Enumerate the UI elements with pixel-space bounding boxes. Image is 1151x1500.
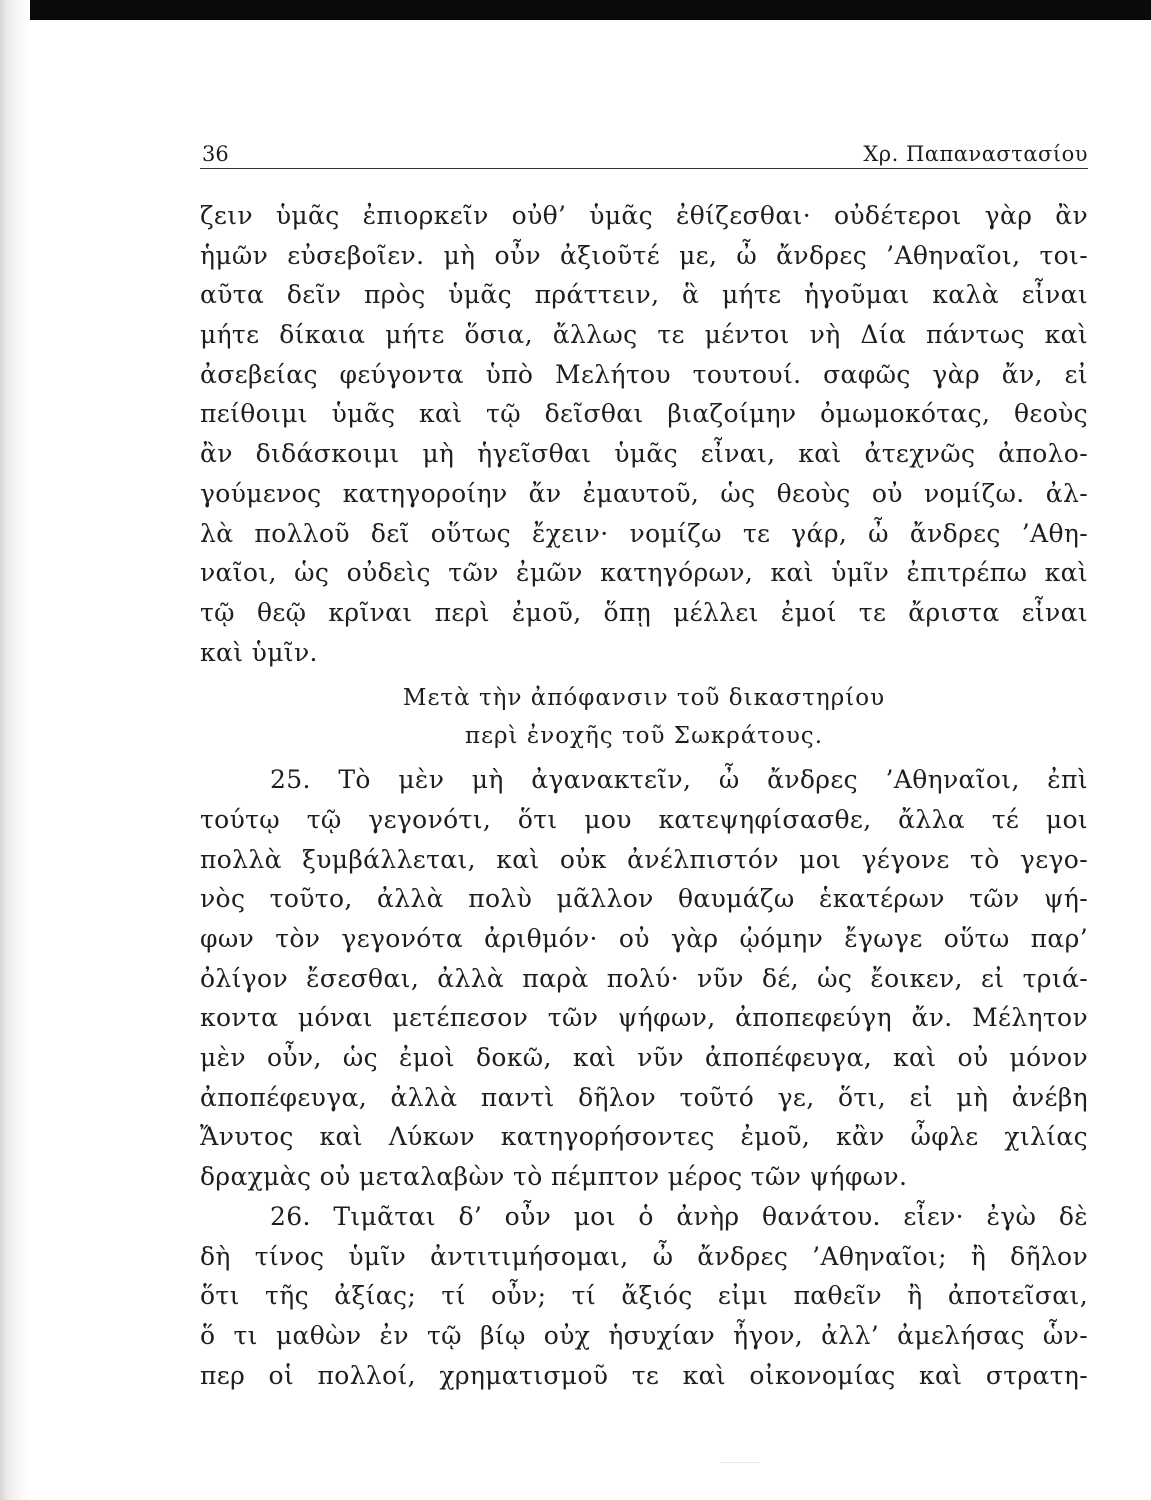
text-line: ἀσεβείας φεύγοντα ὑπὸ Μελήτου τουτουί. σαφῶς γὰρ ἄν, εἰ: [200, 359, 1088, 389]
running-head: Χρ. Παπαναστασίου: [863, 142, 1088, 166]
text-line: ἂν διδάσκοιμι μὴ ἡγεῖσθαι ὑμᾶς εἶναι, καὶ ἀτεχνῶς ἀπολο-: [200, 439, 1088, 469]
paragraph-26: [200, 1197, 1088, 1395]
text-line: λὰ πολλοῦ δεῖ οὕτως ἔχειν· νομίζω τε γάρ, ὦ ἄνδρες ’Αθη-: [200, 518, 1088, 548]
text-line: ὀλίγον ἔσεσθαι, ἀλλὰ παρὰ πολύ· νῦν δέ, ὡς ἔοικεν, εἰ τριά-: [200, 963, 1088, 993]
text-line: 26. Τιμᾶται δ’ οὖν μοι ὁ ἀνὴρ θανάτου. εἶεν· ἐγὼ δὲ: [270, 1201, 1088, 1231]
text-line: ὅτι τῆς ἀξίας; τί οὖν; τί ἄξιός εἰμι παθεῖν ἢ ἀποτεῖσαι,: [200, 1281, 1088, 1311]
text-line: ἀποπέφευγα, ἀλλὰ παντὶ δῆλον τοῦτό γε, ὅτι, εἰ μὴ ἀνέβη: [200, 1082, 1088, 1112]
section-heading-line: περὶ ἐνοχῆς τοῦ Σωκράτους.: [464, 723, 824, 750]
paragraph-25: [200, 760, 1088, 1197]
page-header: [200, 138, 1088, 169]
text-line: καὶ ὑμῖν.: [200, 637, 318, 667]
page-number: 36: [202, 142, 229, 166]
text-line: τούτῳ τῷ γεγονότι, ὅτι μου κατεψηφίσασθε, ἄλλα τέ μοι: [200, 804, 1088, 834]
text-line: 25. Τὸ μὲν μὴ ἀγανακτεῖν, ὦ ἄνδρες ’Αθηναῖοι, ἐπὶ: [270, 765, 1088, 795]
body-text: [200, 196, 1088, 1395]
text-line: γούμενος κατηγοροίην ἄν ἐμαυτοῦ, ὡς θεοὺς οὐ νομίζω. ἀλ-: [200, 478, 1088, 508]
scan-left-edge: [0, 0, 30, 1500]
show-through-mark: [720, 1462, 760, 1475]
text-line: ζειν ὑμᾶς ἐπιορκεῖν οὐθ’ ὑμᾶς ἐθίζεσθαι· οὐδέτεροι γὰρ ἂν: [200, 201, 1088, 230]
text-line: Ἄνυτος καὶ Λύκων κατηγορήσοντες ἐμοῦ, κἂν ὦφλε χιλίας: [200, 1122, 1088, 1152]
text-line: αῦτα δεῖν πρὸς ὑμᾶς πράττειν, ἃ μήτε ἡγοῦμαι καλὰ εἶναι: [200, 280, 1088, 310]
text-line: μὲν οὖν, ὡς ἐμοὶ δοκῶ, καὶ νῦν ἀποπέφευγα, καὶ οὐ μόνον: [200, 1043, 1088, 1073]
text-line: πολλὰ ξυμβάλλεται, καὶ οὐκ ἀνέλπιστόν μοι γέγονε τὸ γεγο-: [200, 844, 1088, 874]
text-line: ἡμῶν εὐσεβοῖεν. μὴ οὖν ἀξιοῦτέ με, ὦ ἄνδρες ’Αθηναῖοι, τοι-: [200, 240, 1088, 270]
text-line: ναῖοι, ὡς οὐδεὶς τῶν ἐμῶν κατηγόρων, καὶ ὑμῖν ἐπιτρέπω καὶ: [200, 558, 1088, 588]
scan-top-edge: [0, 0, 1151, 20]
text-line: μήτε δίκαια μήτε ὅσια, ἄλλως τε μέντοι νὴ Δία πάντως καὶ: [200, 320, 1088, 350]
paragraph-continuation: [200, 196, 1088, 672]
text-line: δὴ τίνος ὑμῖν ἀντιτιμήσομαι, ὦ ἄνδρες ’Αθηναῖοι; ἢ δῆλον: [200, 1241, 1088, 1271]
text-line: κοντα μόναι μετέπεσον τῶν ψήφων, ἀποπεφεύγη ἄν. Μέλητον: [200, 1003, 1088, 1033]
text-line: φων τὸν γεγονότα ἀριθμόν· οὐ γὰρ ᾠόμην ἔγωγε οὕτω παρ’: [200, 924, 1088, 953]
section-heading-line: Μετὰ τὴν ἀπόφανσιν τοῦ δικαστηρίου: [402, 685, 886, 712]
text-line: δραχμὰς οὐ μεταλαβὼν τὸ πέμπτον μέρος τῶν ψήφων.: [200, 1162, 908, 1192]
text-line: νὸς τοῦτο, ἀλλὰ πολὺ μᾶλλον θαυμάζω ἑκατέρων τῶν ψή-: [200, 884, 1088, 914]
text-line: τῷ θεῷ κρῖναι περὶ ἐμοῦ, ὅπῃ μέλλει ἐμοί τε ἄριστα εἶναι: [200, 597, 1088, 627]
section-heading: [200, 672, 1088, 760]
text-line: ὅ τι μαθὼν ἐν τῷ βίῳ οὐχ ἡσυχίαν ἦγον, ἀλλ’ ἀμελήσας ὧν-: [200, 1320, 1088, 1350]
text-line: πείθοιμι ὑμᾶς καὶ τῷ δεῖσθαι βιαζοίμην ὀμωμοκότας, θεοὺς: [200, 399, 1088, 429]
text-line: περ οἱ πολλοί, χρηματισμοῦ τε καὶ οἰκονομίας καὶ στρατη-: [200, 1360, 1088, 1390]
